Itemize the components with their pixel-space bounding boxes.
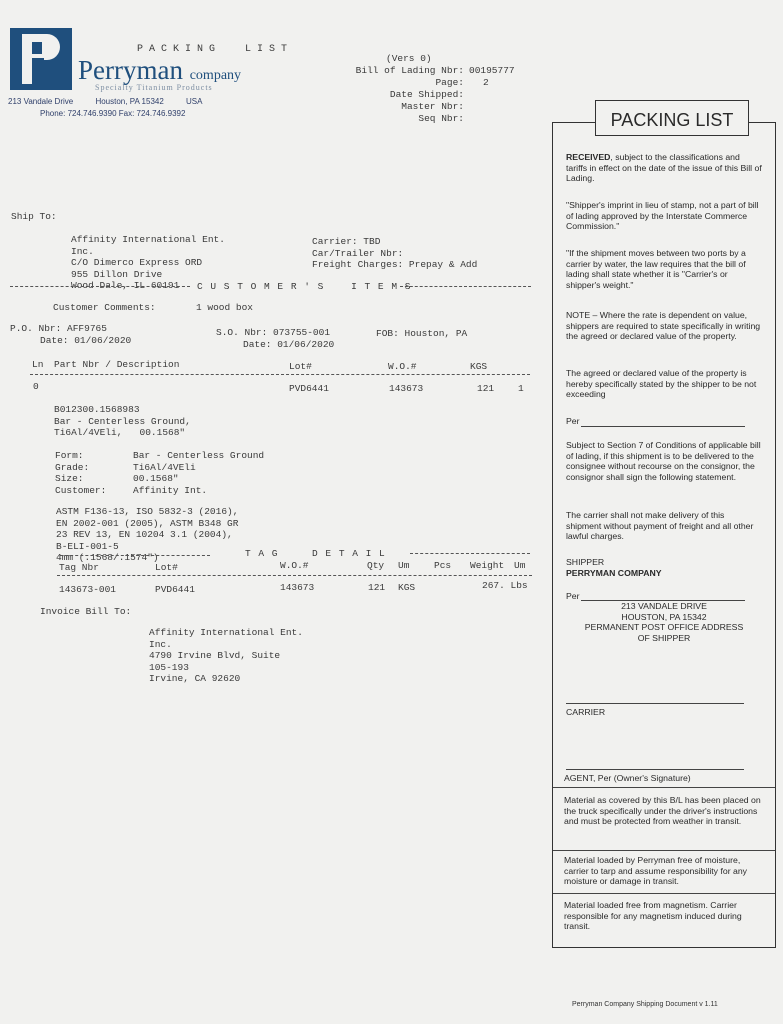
shipping-info: Carrier: TBD Car/Trailer Nbr: Freight Charges: Prepay & Add (312, 236, 478, 270)
carrier-label: CARRIER (566, 707, 606, 717)
tag-col-qty: Qty (367, 560, 385, 571)
company-name: Perryman company (78, 55, 242, 85)
so-date: Date: 01/06/2020 (243, 339, 335, 350)
row-part: B012300.1568983 Bar - Centerless Ground, Ti6Al/4VEli, 00.1568" (54, 404, 191, 438)
declared-value-clause: The agreed or declared value of the property is hereby specifically stated by the shipper to be not exceeding (566, 368, 757, 399)
packing-list-title-box: PACKING LIST (595, 100, 749, 136)
delivery-clause: The carrier shall not make delivery of this shipment without payment of freight and all other lawful charges. (566, 510, 754, 541)
company-tagline: Specialty Titanium Products (95, 83, 213, 92)
company-phone: Phone: 724.746.9390 Fax: 724.746.9392 (40, 109, 186, 118)
po-number: P.O. Nbr: AFF9765 (10, 323, 107, 334)
tag-row-weight: 267. Lbs (482, 580, 528, 591)
row-kgs: 121 (477, 383, 495, 394)
customers-items-title: C U S T O M E R ' S I T E M S (197, 281, 412, 292)
tag-col-um: Um (398, 560, 410, 571)
section-7-clause: Subject to Section 7 of Conditions of applicable bill of lading, if this shipment is to be delivered to the consignee without recourse on the consignor, the consignor shall sign the following statement. (566, 440, 761, 482)
customer-comments-value: 1 wood box (196, 302, 254, 313)
ship-to-label: Ship To: (11, 211, 57, 222)
shipper-name: PERRYMAN COMPANY (566, 568, 662, 578)
row-wo: 143673 (389, 383, 424, 394)
spec-labels: Form: Grade: Size: Customer: (55, 450, 107, 496)
received-clause: RECEIVED, subject to the classifications and tariffs in effect on the date of the issue of this Bill of Lading. (566, 152, 762, 183)
tag-col-weight: Weight (470, 560, 505, 571)
tag-col-lot: Lot# (155, 562, 178, 573)
shipper-address: 213 VANDALE DRIVE HOUSTON, PA 15342 PERMANENT POST OFFICE ADDRESS OF SHIPPER (584, 601, 744, 643)
col-ln: Ln (32, 359, 44, 370)
col-lot: Lot# (289, 361, 312, 372)
per-label-2: Per (566, 591, 580, 601)
row-ln: 0 (33, 381, 39, 392)
company-logo (10, 28, 72, 90)
version: (Vers 0) (386, 53, 432, 64)
weather-protection-note: Material as covered by this B/L has been placed on the truck specifically under the driver's instructions and must be protected from weather in transit. (564, 795, 761, 826)
customer-comments-label: Customer Comments: (53, 302, 156, 313)
shipper-imprint-clause: "Shipper's imprint in lieu of stamp, not a part of bill of lading approved by the Interstate Commerce Commission." (566, 200, 759, 231)
tag-detail-title: T A G D E T A I L (245, 548, 386, 559)
rate-note: NOTE – Where the rate is dependent on value, shippers are required to state specifically in writing the agreed or declared value of the property. (566, 310, 761, 341)
footer-doc-version: Perryman Company Shipping Document v 1.11 (572, 1001, 718, 1008)
tag-col-pcs: Pcs (434, 560, 452, 571)
date-shipped-label: Date Shipped: (389, 89, 464, 100)
col-part: Part Nbr / Description (54, 359, 180, 370)
doc-title: PACKING LIST (137, 44, 294, 55)
bol-label: Bill of Lading Nbr: (355, 65, 464, 76)
tag-row-um: KGS (398, 582, 416, 593)
fob: FOB: Houston, PA (376, 328, 468, 339)
page-value: 2 (483, 77, 489, 88)
so-number: S.O. Nbr: 073755-001 (216, 327, 331, 338)
spec-values: Bar - Centerless Ground Ti6Al/4VEli 00.1568" Affinity Int. (133, 450, 265, 496)
tag-col-tag: Tag Nbr (59, 562, 99, 573)
row-lot: PVD6441 (289, 383, 329, 394)
company-address: 213 Vandale Drive Houston, PA 15342 USA (8, 97, 203, 106)
ship-to-address: Affinity International Ent. Inc. C/O Dimerco Express ORD 955 Dillon Drive Wood Dale, IL 60191 (71, 234, 225, 291)
tag-col-um2: Um (514, 560, 526, 571)
per-label-1: Per (566, 416, 580, 426)
row-qty: 1 (518, 383, 524, 394)
water-carrier-clause: "If the shipment moves between two ports by a carrier by water, the law requires that the bill of lading shall state whether it is "Carrier's or shipper's weight." (566, 248, 746, 290)
invoice-address: Affinity International Ent. Inc. 4790 Irvine Blvd, Suite 105-193 Irvine, CA 92620 (149, 627, 303, 684)
page-label: Page: (435, 77, 464, 88)
tag-row-qty: 121 (368, 582, 386, 593)
po-date: Date: 01/06/2020 (40, 335, 132, 346)
seq-label: Seq Nbr: (418, 113, 464, 124)
moisture-note: Material loaded by Perryman free of moisture, carrier to tarp and assume responsibility for any moisture or damage in transit. (564, 855, 748, 886)
col-wo: W.O.# (388, 361, 417, 372)
magnetism-note: Material loaded free from magnetism. Carrier responsible for any magnetism induced during transit. (564, 900, 742, 931)
col-kgs: KGS (470, 361, 488, 372)
bol-value: 00195777 (469, 65, 515, 76)
tag-col-wo: W.O.# (280, 560, 309, 571)
shipper-label: SHIPPER (566, 557, 605, 567)
standards: ASTM F136-13, ISO 5832-3 (2016), EN 2002-001 (2005), ASTM B348 GR 23 REV 13, EN 10204 3.1 (2004), B-ELI-001-5 4mm (.1568/.1574") (56, 506, 239, 563)
tag-row-lot: PVD6441 (155, 584, 195, 595)
tag-row-tag: 143673-001 (59, 584, 117, 595)
invoice-label: Invoice Bill To: (40, 606, 132, 617)
tag-row-wo: 143673 (280, 582, 315, 593)
agent-signature-label: AGENT, Per (Owner's Signature) (564, 773, 691, 783)
master-label: Master Nbr: (401, 101, 464, 112)
